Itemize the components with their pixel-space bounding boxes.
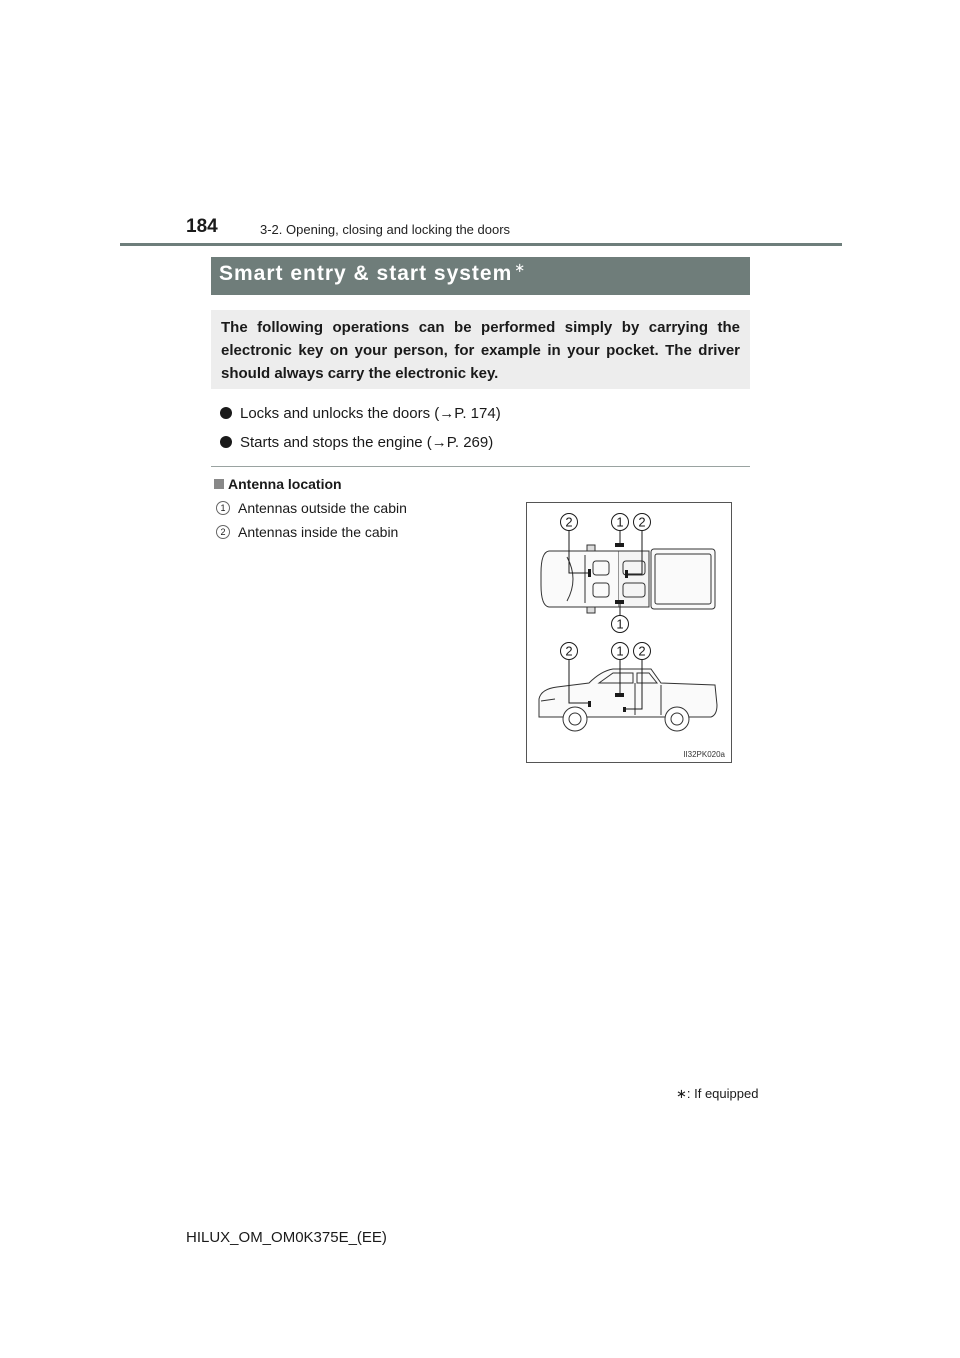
footnote-if-equipped: ∗: If equipped	[676, 1086, 759, 1101]
callout-number-icon: 2	[216, 525, 230, 539]
callout-number-icon: 1	[216, 501, 230, 515]
intro-box	[211, 310, 750, 389]
vehicle-side-view	[539, 669, 717, 731]
bullet-dot-icon	[220, 436, 232, 448]
header-rule	[120, 243, 842, 246]
figure-code: II32PK020a	[683, 750, 725, 759]
legend-label: Antennas outside the cabin	[238, 500, 407, 516]
antenna-location-figure	[526, 502, 732, 763]
vehicle-illustration	[527, 503, 731, 762]
page-title	[211, 257, 750, 295]
bullet-item	[220, 405, 501, 422]
section-title: 3-2. Opening, closing and locking the doors	[260, 222, 511, 237]
callout-label: 2	[638, 514, 646, 530]
page-number: 184	[186, 216, 218, 237]
callout-label: 2	[565, 643, 573, 659]
intro-text: The following operations can be performed simply by carrying the electronic key on your person, for example in your pocket. The driver should always carry the electronic key.	[221, 319, 740, 382]
callout-label: 2	[565, 514, 573, 530]
callouts-side	[561, 643, 651, 660]
legend-item-outside	[216, 500, 407, 516]
bullet-dot-icon	[220, 407, 232, 419]
if-equipped-mark: ∗	[514, 260, 527, 275]
callout-label: 1	[616, 643, 624, 659]
bullet-text: Starts and stops the engine (→P. 269)	[240, 434, 494, 451]
bullet-text: Locks and unlocks the doors (→P. 174)	[240, 405, 501, 422]
subheading-text: Antenna location	[228, 476, 342, 492]
callout-label: 1	[616, 514, 624, 530]
square-bullet-icon	[214, 479, 224, 489]
vehicle-top-view	[541, 545, 715, 613]
section-divider	[211, 466, 750, 467]
title-text: Smart entry & start system	[219, 262, 513, 285]
bullet-item	[220, 434, 493, 451]
legend-label: Antennas inside the cabin	[238, 524, 399, 540]
footer-document-code: HILUX_OM_OM0K375E_(EE)	[186, 1229, 387, 1246]
subheading-antenna-location	[214, 476, 342, 492]
legend-item-inside	[216, 524, 398, 540]
callout-label: 1	[616, 616, 624, 632]
callout-label: 2	[638, 643, 646, 659]
